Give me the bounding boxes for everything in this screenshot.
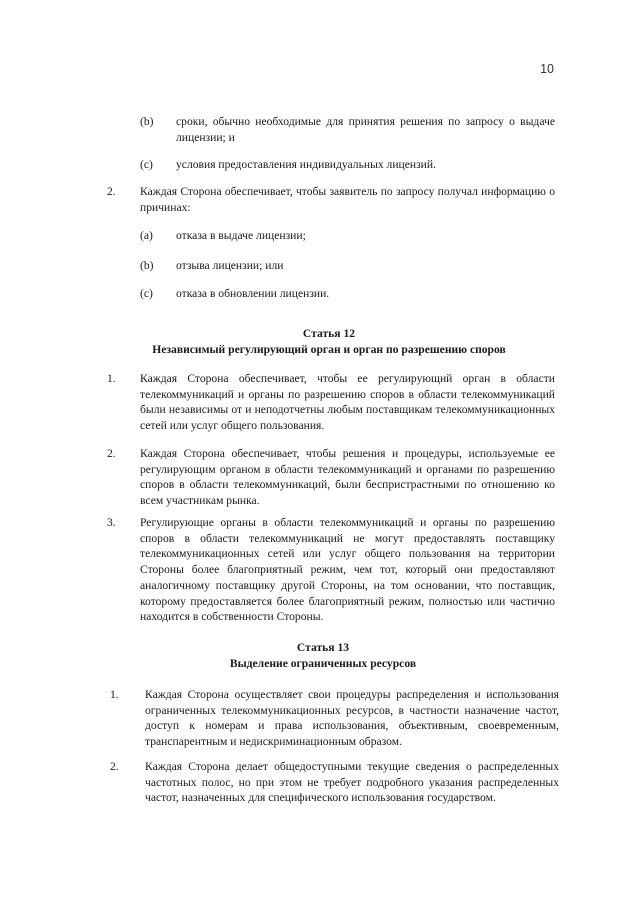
paragraph-number: 1. (110, 688, 119, 701)
paragraph-text: Каждая Сторона обеспечивает, чтобы заявитель по запросу получал информацию о причинах: (140, 185, 555, 214)
paragraph-number: 2. (110, 760, 119, 773)
paragraph-text: Регулирующие органы в области телекоммуникаций и органы по разрешению споров в области телекоммуникаций не могут предоставлять поставщику телекоммуникационных сетей или услуг общего пользования на территории Стороны более благоприятный режим, чем тот, который они предоставляют аналогичному поставщику другой Стороны, на том основании, что поставщик, которому предоставляется более благоприятный режим, полностью или частично находится в собственности Стороны. (140, 516, 555, 624)
paragraph-number: 1. (107, 372, 116, 385)
subitem-label: (a) (140, 229, 153, 242)
page-number: 10 (540, 62, 554, 76)
paragraph-number: 2. (107, 447, 116, 460)
paragraph-text: Каждая Сторона осуществляет свои процедуры распределения и использования ограниченных телекоммуникационных ресурсов, в частности назначение частот, доступ к номерам и права использования, объективным, своевременным, транспарентным и недискриминационным образом. (145, 688, 559, 749)
paragraph-text: Каждая Сторона обеспечивает, чтобы ее регулирующий орган в области телекоммуникаций и органы по разрешению споров в области телекоммуникаций были независимы от и неподотчетны любым поставщикам телекоммуникационных сетей или услуг общего пользования. (140, 372, 555, 433)
article-subtitle: Выделение ограниченных ресурсов (229, 657, 417, 670)
subitem-label: (b) (140, 259, 154, 272)
paragraph-number: 2. (107, 185, 116, 198)
article-title: Статья 12 (302, 327, 356, 340)
subitem-label: (c) (140, 158, 153, 171)
article-subtitle: Независимый регулирующий орган и орган по разрешению споров (152, 343, 506, 356)
subitem-text: отзыва лицензии; или (176, 259, 284, 272)
paragraph-text: Каждая Сторона делает общедоступными текущие сведения о распределенных частотных полос, но при этом не требует подробного указания распределенных частот, назначенных для специфического использования государством. (145, 760, 559, 805)
paragraph-number: 3. (107, 516, 116, 529)
subitem-label: (b) (140, 115, 154, 128)
subitem-text: сроки, обычно необходимые для принятия решения по запросу о выдаче лицензии; и (176, 115, 555, 144)
subitem-text: условия предоставления индивидуальных лицензий. (176, 158, 436, 171)
subitem-text: отказа в выдаче лицензии; (176, 229, 306, 242)
article-title: Статья 13 (296, 641, 350, 654)
paragraph-text: Каждая Сторона обеспечивает, чтобы решения и процедуры, используемые ее регулирующим органом в области телекоммуникаций и органами по разрешению споров в области телекоммуникаций, были беспристрастными по отношению ко всем участникам рынка. (140, 447, 555, 508)
subitem-label: (c) (140, 287, 153, 300)
subitem-text: отказа в обновлении лицензии. (176, 287, 330, 300)
